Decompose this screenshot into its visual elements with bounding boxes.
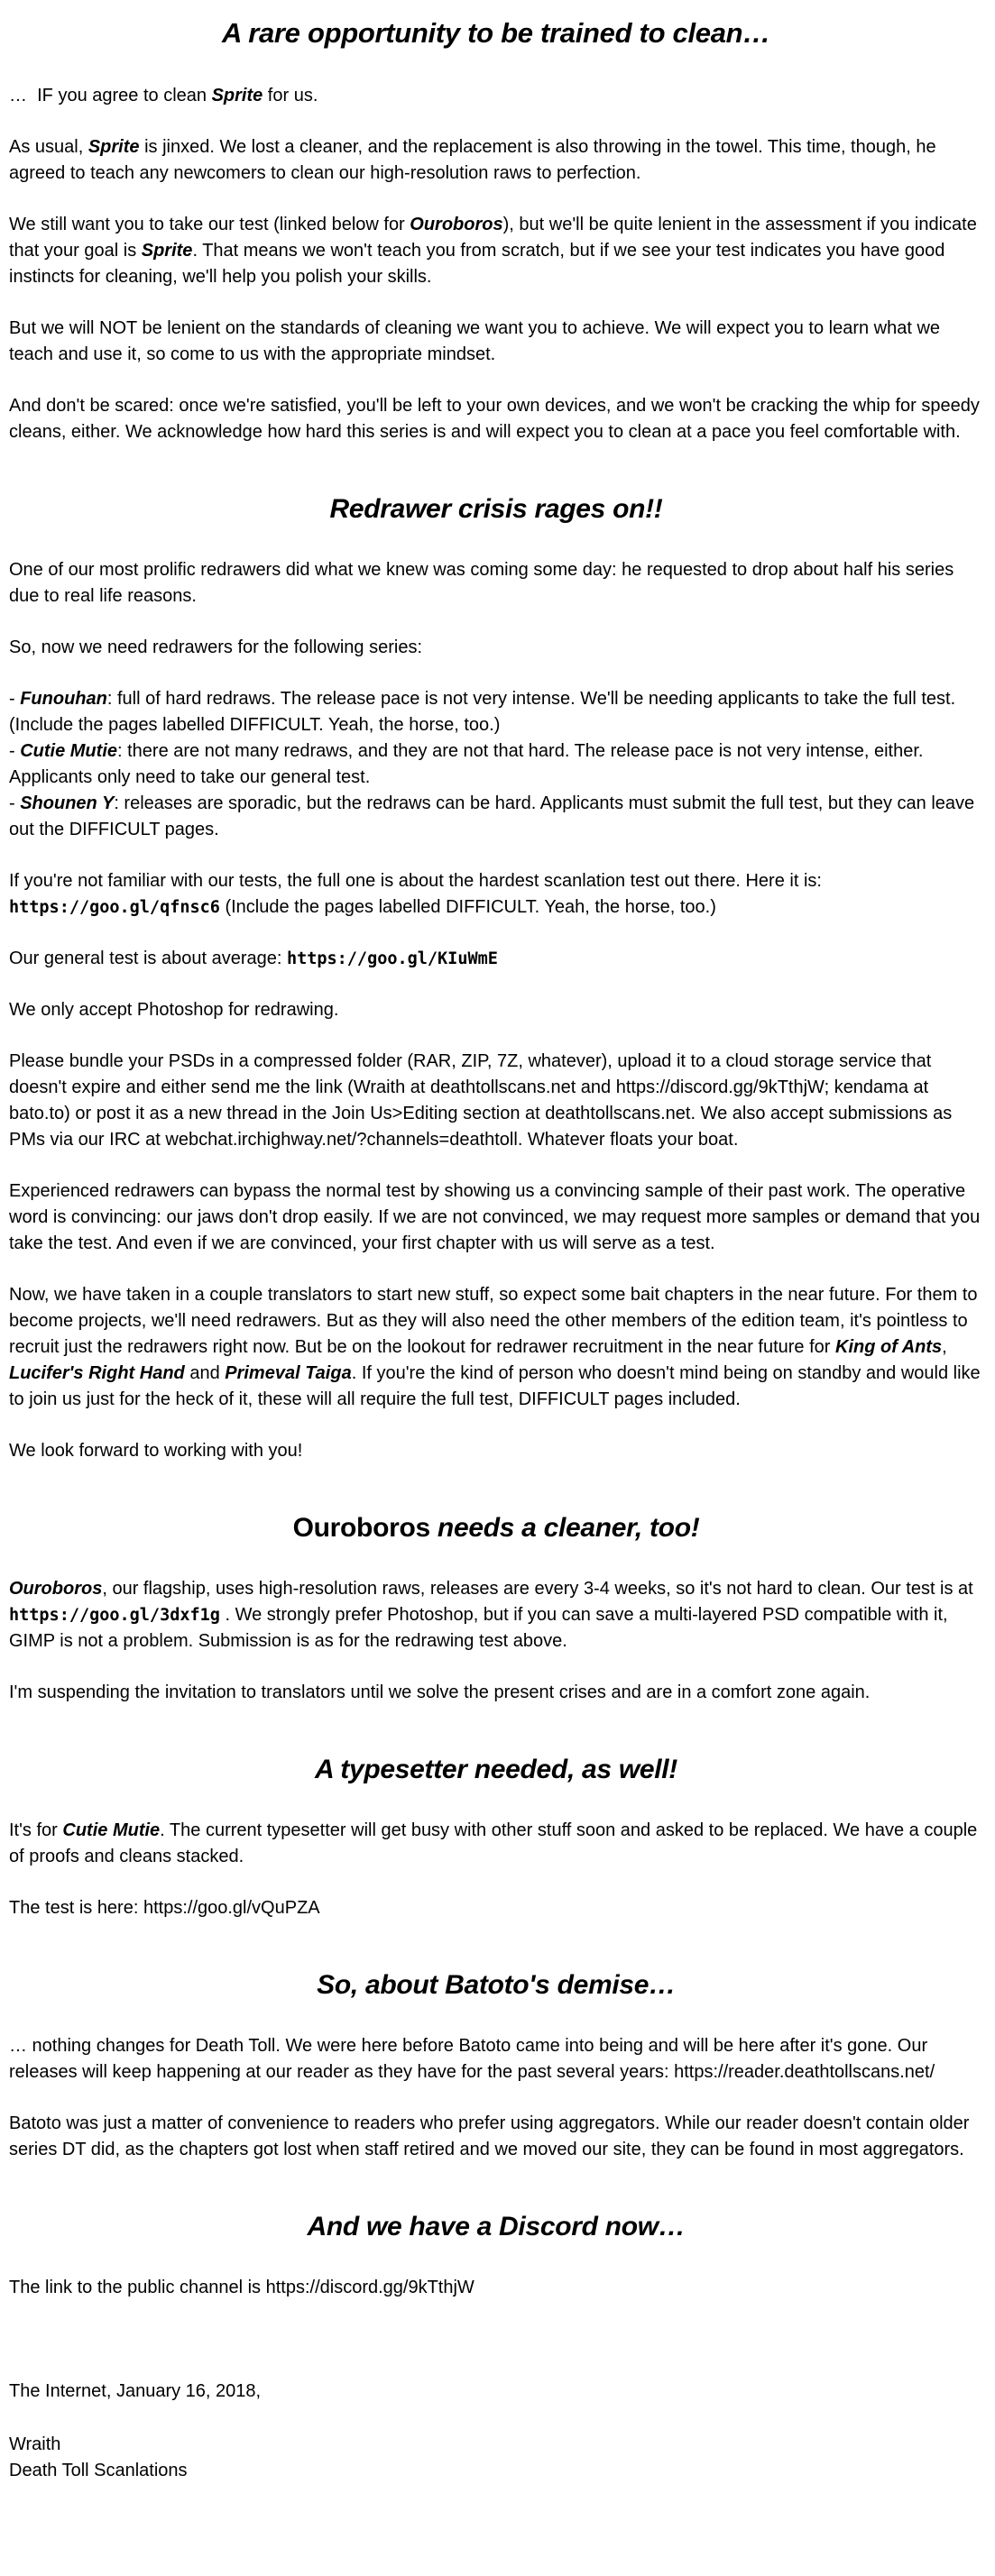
para-typesetter-test-link bbox=[9, 1895, 983, 1921]
text-segment: Shounen Y bbox=[20, 793, 115, 813]
heading-ouroboros-cleaner bbox=[9, 1511, 983, 1545]
text-segment: . The current typesetter will get busy with other stuff soon and asked to be replaced. We have a couple of proofs and cleans stacked. bbox=[9, 1820, 978, 1866]
text-segment: Sprite bbox=[88, 137, 140, 157]
url-full-test: https://goo.gl/qfnsc6 bbox=[9, 898, 220, 917]
text-segment: And we have a Discord now… bbox=[307, 2212, 686, 2241]
text-segment: And don't be scared: once we're satisfied, you'll be left to your own devices, and we won't be cracking the whip for speedy cleans, either. We acknowledge how hard this series is and will expect you to clean at a pace you feel comfortable with. bbox=[9, 396, 980, 442]
text-segment: Experienced redrawers can bypass the normal test by showing us a convincing sample of their past work. The operative word is convincing: our jaws don't drop easily. If we are not convinced, we may request more samples or demand that you take the test. And even if we are convinced, your first chapter with us will serve as a test. bbox=[9, 1181, 981, 1253]
text-segment: - bbox=[9, 793, 21, 813]
text-segment: , our flagship, uses high-resolution raws, releases are every 3-4 weeks, so it's not hard to clean. Our test is at bbox=[102, 1579, 973, 1599]
text-segment: Sprite bbox=[141, 241, 193, 261]
text-segment: Primeval Taiga bbox=[225, 1363, 352, 1383]
text-segment: One of our most prolific redrawers did what we knew was coming some day: he requested to drop about half his series due to real life reasons. bbox=[9, 560, 954, 606]
text-segment: I'm suspending the invitation to translators until we solve the present crises and are in a comfort zone again. bbox=[9, 1682, 871, 1702]
text-segment: As usual, bbox=[9, 137, 88, 157]
text-segment: for us. bbox=[263, 86, 318, 105]
text-segment: So, about Batoto's demise… bbox=[317, 1970, 676, 2000]
text-segment: . We strongly prefer Photoshop, but if you can save a multi-layered PSD compatible with it, GIMP is not a problem. Submission is as for the redrawing test above. bbox=[9, 1605, 948, 1651]
text-segment: Wraith bbox=[9, 2434, 61, 2454]
text-segment: - bbox=[9, 689, 21, 709]
text-segment: If you're not familiar with our tests, the full one is about the hardest scanlation test out there. Here it is: bbox=[9, 871, 822, 891]
title-heading bbox=[9, 16, 983, 50]
text-segment: . That means we won't teach you from scratch, but if we see your test indicates you have good instincts for cleaning, we'll help you polish your skills. bbox=[9, 241, 945, 287]
text-segment: Our general test is about average: bbox=[9, 949, 287, 968]
text-segment: Cutie Mutie bbox=[62, 1820, 161, 1840]
para-batoto-nothing-changes bbox=[9, 2033, 983, 2086]
text-segment: . If you're the kind of person who doesn't mind being on standby and would like to join us just for the heck of it, these will all require the full test, DIFFICULT pages included. bbox=[9, 1363, 981, 1409]
para-discord-link bbox=[9, 2275, 983, 2301]
list-item-cutie-mutie bbox=[9, 738, 983, 791]
text-segment: (Include the pages labelled DIFFICULT. Yeah, the horse, too.) bbox=[219, 897, 716, 917]
para-ouroboros-test bbox=[9, 1576, 983, 1655]
signature-group bbox=[9, 2458, 983, 2484]
text-segment: We still want you to take our test (linked below for bbox=[9, 215, 410, 234]
url-general-test: https://goo.gl/KIuWmE bbox=[286, 949, 498, 968]
text-segment: Redrawer crisis rages on!! bbox=[329, 494, 663, 524]
series-needing-redrawers-list bbox=[9, 686, 983, 843]
text-segment: The Internet, January 16, 2018, bbox=[9, 2381, 262, 2401]
text-segment: Ouroboros bbox=[292, 1513, 430, 1543]
text-segment: It's for bbox=[9, 1820, 63, 1840]
text-segment: Ouroboros bbox=[9, 1579, 103, 1599]
text-segment: We look forward to working with you! bbox=[9, 1441, 303, 1461]
text-segment: Cutie Mutie bbox=[20, 741, 117, 761]
text-segment: … nothing changes for Death Toll. We were here before Batoto came into being and will be here after it's gone. Our releases will keep happening at our reader as they have for the past several years: bbox=[9, 2036, 928, 2082]
para-look-forward bbox=[9, 1438, 983, 1464]
list-item-funouhan bbox=[9, 686, 983, 738]
text-segment: Lucifer's Right Hand bbox=[9, 1363, 185, 1383]
para-test-leniency bbox=[9, 212, 983, 290]
heading-batoto-demise bbox=[9, 1968, 983, 2003]
text-segment: So, now we need redrawers for the following series: bbox=[9, 637, 423, 657]
text-segment: The link to the public channel is bbox=[9, 2278, 266, 2297]
text-segment: A rare opportunity to be trained to clean… bbox=[221, 17, 771, 49]
heading-discord bbox=[9, 2210, 983, 2244]
para-translators-bait bbox=[9, 1282, 983, 1413]
text-segment: … IF you agree to clean bbox=[9, 86, 212, 105]
text-segment: But we will NOT be lenient on the standards of cleaning we want you to achieve. We will expect you to learn what we teach and use it, so come to us with the appropriate mindset. bbox=[9, 318, 941, 364]
text-segment: Now, we have taken in a couple translators to start new stuff, so expect some bait chapters in the near future. For them to become projects, we'll need redrawers. But as they will also need the other members of the edition team, it's pointless to recruit just the redrawers right now. But be on the lookout for redrawer recruitment in the near future for bbox=[9, 1285, 978, 1357]
url-reader: https://reader.deathtollscans.net/ bbox=[674, 2062, 935, 2082]
url-cleaning-test: https://goo.gl/3dxf1g bbox=[9, 1606, 220, 1625]
text-segment: , bbox=[942, 1337, 947, 1357]
signature-author bbox=[9, 2432, 983, 2458]
heading-redrawer-crisis bbox=[9, 492, 983, 527]
para-batoto-aggregators bbox=[9, 2111, 983, 2163]
text-segment: Please bundle your PSDs in a compressed folder (RAR, ZIP, 7Z, whatever), upload it to a cloud storage service that doesn't expire and either send me the link (Wraith at deathtollscans.net and https://discord.gg/9kTthjW; kendama at bato.to) or post it as a new thread in the Join Us>Editing section at deathtollscans.net. We also accept submissions as PMs via our IRC at webchat.irchighway.net/?channels=deathtoll. Whatever floats your boat. bbox=[9, 1051, 953, 1150]
url-typesetting-test: https://goo.gl/vQuPZA bbox=[143, 1898, 320, 1918]
list-item-shounen-y bbox=[9, 791, 983, 843]
text-segment: and bbox=[184, 1363, 226, 1383]
signature-block bbox=[9, 2379, 983, 2484]
para-sprite-condition bbox=[9, 83, 983, 109]
para-typesetter-cutie-mutie bbox=[9, 1818, 983, 1870]
text-segment: : releases are sporadic, but the redraws can be hard. Applicants must submit the full test, but they can leave out the DIFFICULT pages. bbox=[9, 793, 975, 839]
text-segment: The test is here: bbox=[9, 1898, 143, 1918]
para-sprite-jinxed bbox=[9, 134, 983, 187]
para-experienced-redrawers bbox=[9, 1178, 983, 1257]
text-segment: - bbox=[9, 741, 21, 761]
text-segment: is jinxed. We lost a cleaner, and the replacement is also throwing in the towel. This time, though, he agreed to teach any newcomers to clean our high-resolution raws to perfection. bbox=[9, 137, 936, 183]
para-dont-be-scared bbox=[9, 393, 983, 445]
para-photoshop-only bbox=[9, 997, 983, 1023]
text-segment: Death Toll Scanlations bbox=[9, 2461, 188, 2480]
para-series-intro bbox=[9, 635, 983, 661]
text-segment: Sprite bbox=[211, 86, 263, 105]
para-general-test-link bbox=[9, 946, 983, 972]
text-segment: A typesetter needed, as well! bbox=[315, 1755, 677, 1784]
text-segment: Funouhan bbox=[20, 689, 107, 709]
signature-date bbox=[9, 2379, 983, 2405]
text-segment: : there are not many redraws, and they are not that hard. The release pace is not very intense, either. Applicants only need to take our general test. bbox=[9, 741, 924, 787]
url-discord: https://discord.gg/9kTthjW bbox=[265, 2278, 474, 2297]
para-suspend-translators bbox=[9, 1680, 983, 1706]
text-segment: Ouroboros bbox=[410, 215, 503, 234]
para-full-test-link bbox=[9, 868, 983, 921]
para-redrawer-drop bbox=[9, 557, 983, 610]
para-submission-instructions bbox=[9, 1049, 983, 1153]
heading-typesetter bbox=[9, 1753, 983, 1787]
text-segment: ), but we'll be quite lenient in the assessment if you indicate that your goal is bbox=[9, 215, 977, 261]
text-segment: We only accept Photoshop for redrawing. bbox=[9, 1000, 339, 1020]
text-segment: needs a cleaner, too! bbox=[429, 1513, 700, 1543]
text-segment: : full of hard redraws. The release pace is not very intense. We'll be needing applicants to take the full test. (Include the pages labelled DIFFICULT. Yeah, the horse, too.) bbox=[9, 689, 956, 735]
text-segment: King of Ants bbox=[835, 1337, 943, 1357]
text-segment: Batoto was just a matter of convenience to readers who prefer using aggregators. While our reader doesn't contain older series DT did, as the chapters got lost when staff retired and we moved our site, they can be found in most aggregators. bbox=[9, 2113, 970, 2159]
para-standards bbox=[9, 316, 983, 368]
